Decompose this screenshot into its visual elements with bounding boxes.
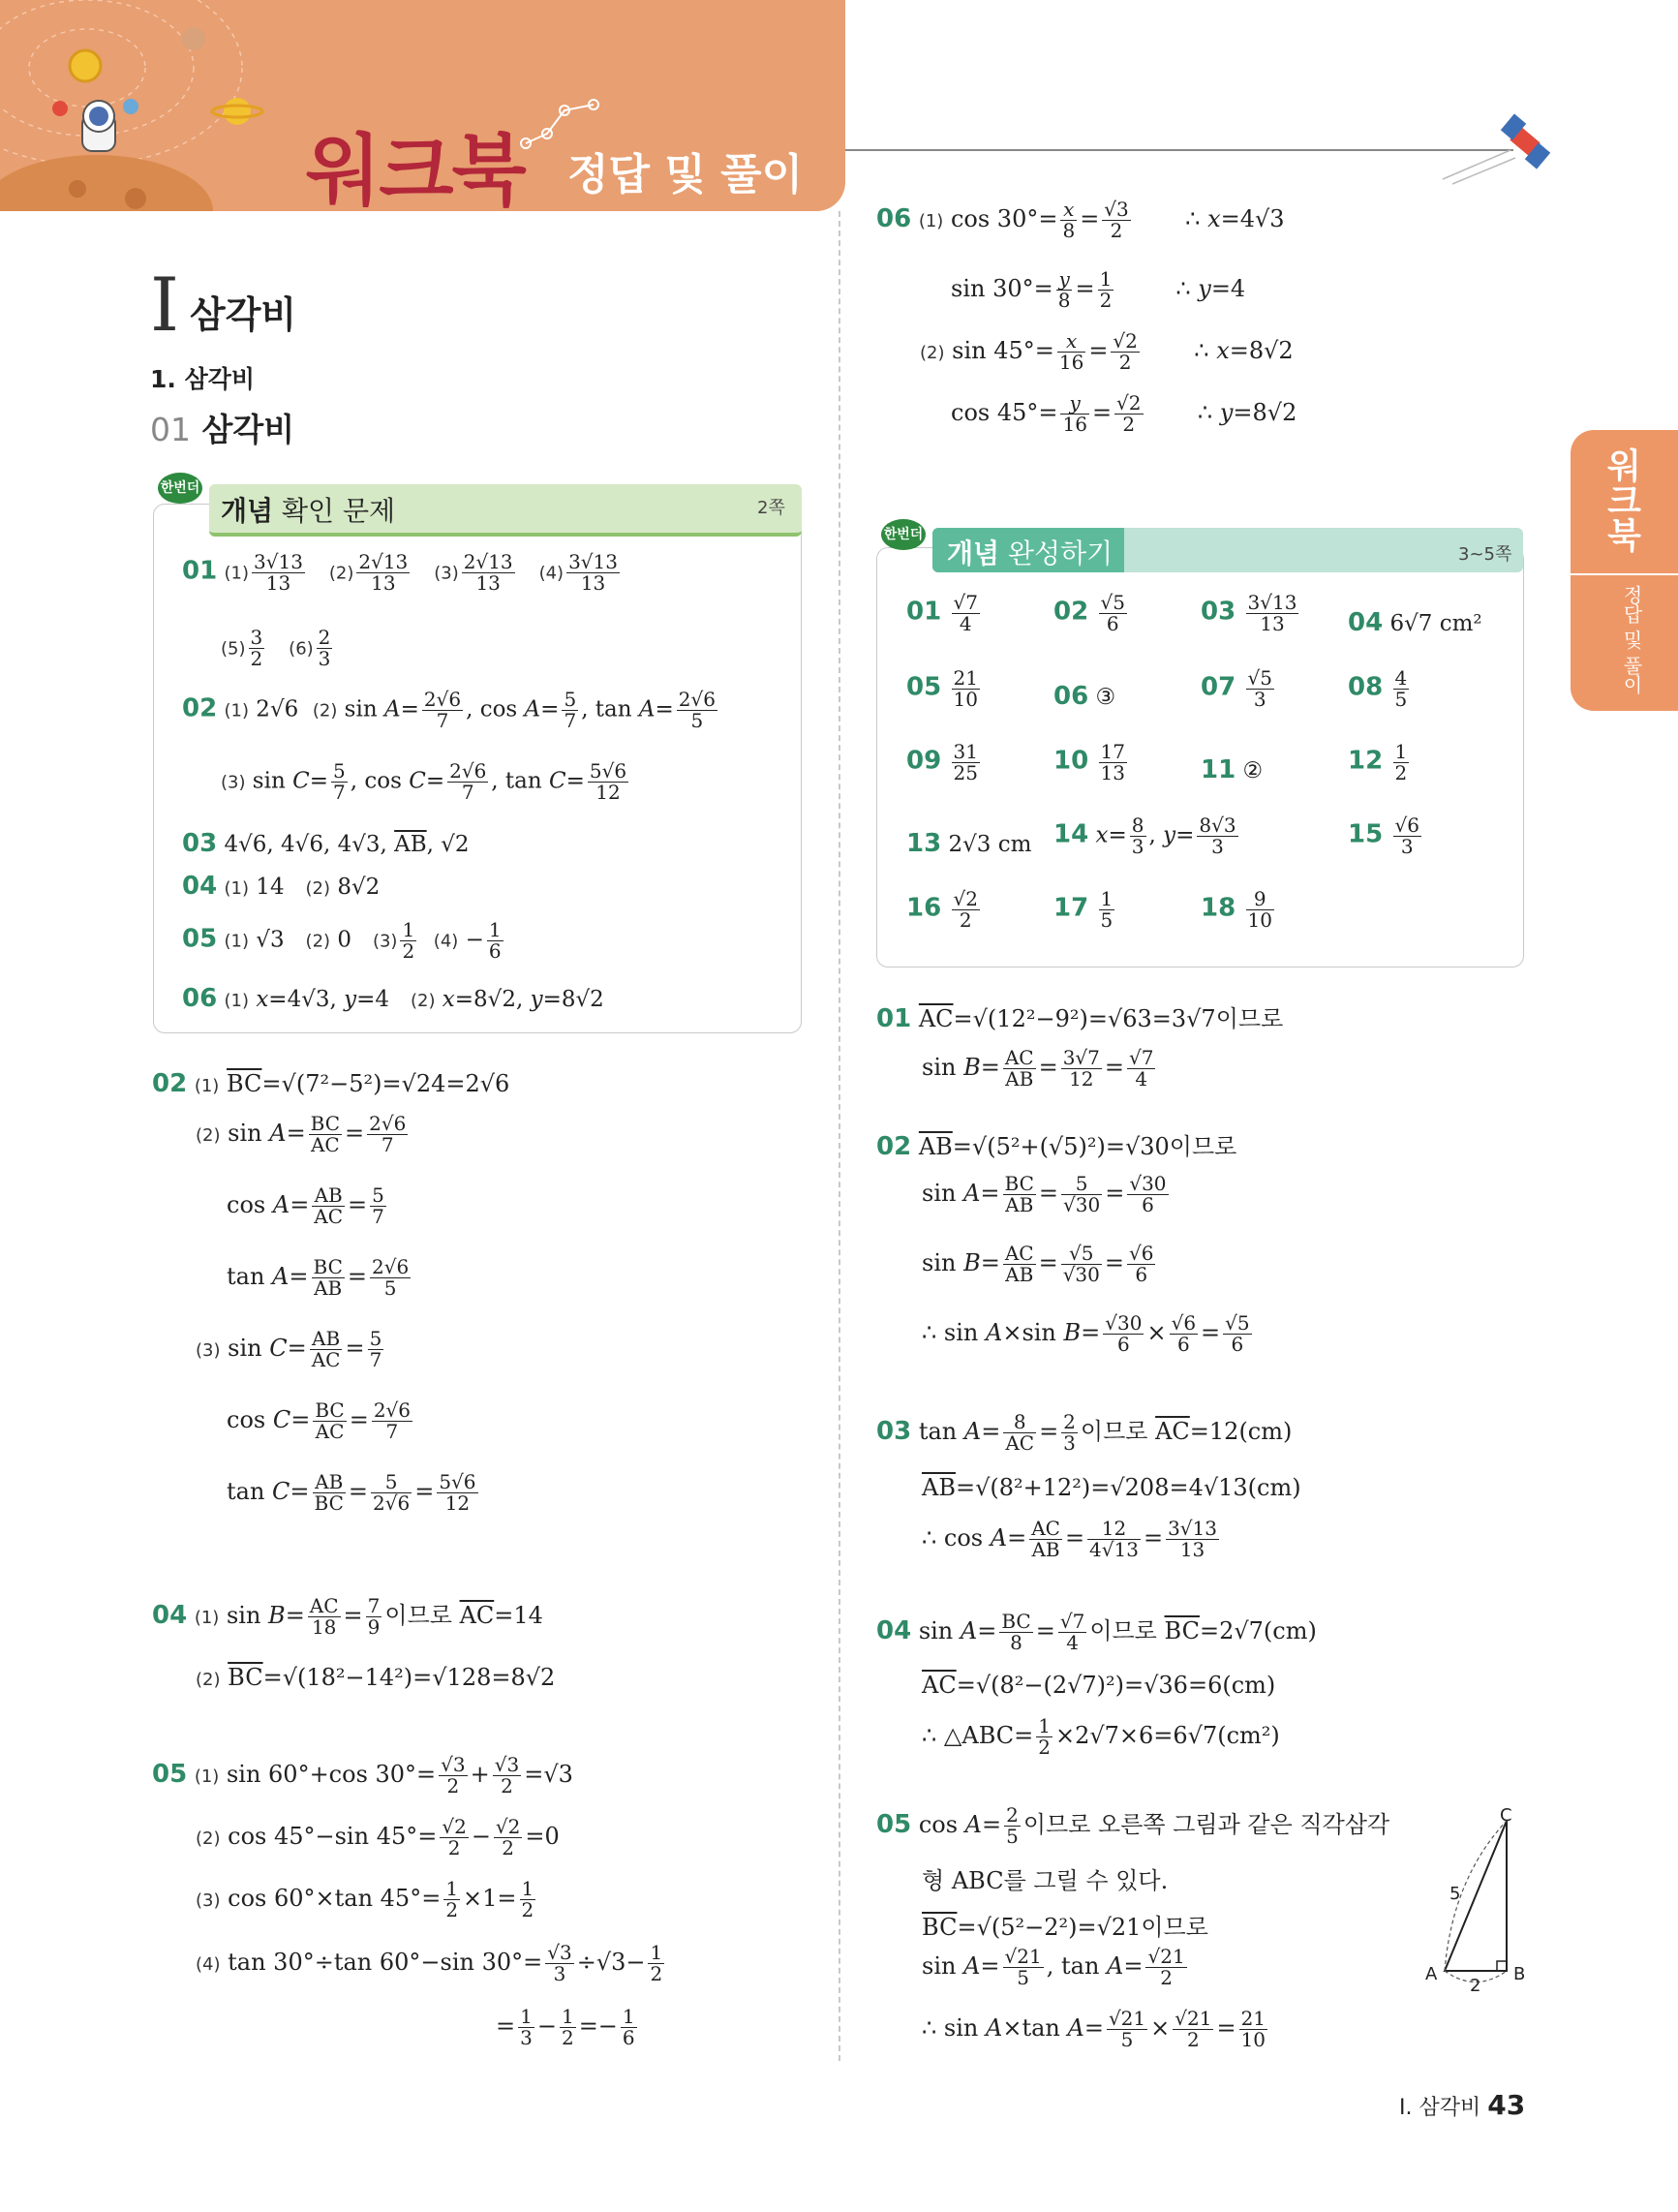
column-divider — [839, 211, 840, 2061]
header-banner — [0, 0, 845, 211]
concept-complete-title-bold: 개념 — [947, 538, 1000, 569]
rsolution-05-line2: 형 ABC를 그릴 수 있다. — [922, 1867, 1169, 1894]
q-number: 02 — [876, 1132, 912, 1161]
solution-05-line3: (3) cos 60°×tan 45°= $\frac{1}{2}$ ×1= $\frac{1}{2}$ — [196, 1877, 534, 1921]
q-number: 02 — [1053, 597, 1089, 627]
q-number: 11 — [1201, 755, 1236, 784]
header-rule — [845, 149, 1513, 151]
q-number: 10 — [1053, 746, 1089, 776]
answer: ③ — [1095, 685, 1116, 710]
box2-item-10: 10 $\frac{17}{13}$ — [1053, 740, 1125, 784]
box2-item-17: 17 $\frac{1}{5}$ — [1053, 887, 1114, 932]
solution-05-line5: = $\frac{1}{3}$ − $\frac{1}{2}$ =− $\frac{1}{6}$ — [496, 2005, 635, 2049]
solution-02-line4: tan A= $\frac{BC}{AB}$ = $\frac{2√6}{5}$ — [227, 1255, 410, 1300]
q-number: 01 — [876, 1004, 912, 1033]
box1-row-05: 05 (1) √3 (2) 0 (3) $\frac{1}{2}$ (4) − $\frac{1}{6}$ — [182, 918, 502, 963]
q-number: 07 — [1201, 672, 1236, 702]
q-number: 02 — [152, 1069, 188, 1098]
lesson-name: 삼각비 — [201, 411, 295, 448]
concept-complete-title-rest: 완성하기 — [999, 538, 1114, 569]
solution-05-line4: (4) tan 30°÷tan 60°−sin 30°= $\frac{√3}{3}$ ÷√3− $\frac{1}{2}$ — [196, 1941, 663, 1985]
solution-06-line4: cos 45°= $\frac{y}{16}$ = $\frac{√2}{2}$ ∴ y=8√2 — [951, 391, 1297, 436]
rsolution-02-line3: sin B= $\frac{AC}{AB}$ = $\frac{√5}{√30}$ = $\frac{√6}{6}$ — [922, 1242, 1154, 1286]
box2-item-01: 01 $\frac{√7}{4}$ — [906, 591, 978, 635]
side-tab-subtitle: 정답 및 풀이 — [1620, 585, 1643, 694]
page-number: 43 — [1487, 2089, 1526, 2121]
concept-complete-title — [947, 533, 1113, 571]
box1-row-02: 02 (1) 2√6 (2) sin A= $\frac{2√6}{7}$ , cos A= $\frac{5}{7}$ , tan A= $\frac{2√6}{5}$ — [182, 688, 716, 732]
solution-02-line1: 02 (1) $\overline{BC}=√(7^2-5^2)=√24=2√6$ — [152, 1069, 510, 1098]
q-number: 03 — [1201, 597, 1236, 627]
base-length-label: 2 — [1470, 1976, 1481, 1996]
vertex-b-label: B — [1513, 1964, 1526, 1984]
solution-05-line2: (2) cos 45°−sin 45°= $\frac{√2}{2}$ − $\frac{√2}{2}$ =0 — [196, 1815, 560, 1859]
q-number: 04 — [182, 872, 218, 901]
solution-02-line2: (2) sin A= $\frac{BC}{AC}$ = $\frac{2√6}{7}$ — [196, 1112, 407, 1156]
hypotenuse-length-label: 5 — [1449, 1884, 1461, 1904]
q-number: 13 — [906, 829, 942, 858]
footer-chapter: I. 삼각비 — [1399, 2096, 1481, 2120]
q-number: 05 — [906, 672, 942, 702]
q-number: 03 — [876, 1417, 912, 1446]
rsolution-01-line1: 01 $\overline{AC}=√(12^2-9^2)=√63=3√7$이므로 — [876, 1004, 1284, 1033]
answer: 2√3 cm — [948, 832, 1032, 857]
rsolution-05-line1: 05 cos A= $\frac{2}{5}$ 이므로 오른쪽 그림과 같은 직각삼각 — [876, 1803, 1390, 1848]
satellite-icon — [1433, 111, 1559, 189]
rsolution-04-line2: $\overline{AC}=√(8^2-(2√7)^2)=√36=6(cm)$ — [922, 1672, 1276, 1699]
solution-04-line1: 04 (1) sin B= $\frac{AC}{18}$ = $\frac{7}{9}$ 이므로 $\overline{AC}=14$ — [152, 1594, 543, 1639]
badge-once-more: 한번더 — [158, 473, 202, 504]
q-number: 04 — [1348, 608, 1384, 637]
vertex-c-label: C — [1500, 1805, 1512, 1826]
box2-item-02: 02 $\frac{√5}{6}$ — [1053, 591, 1125, 635]
q-number: 02 — [182, 693, 218, 723]
box2-item-04 — [1348, 608, 1482, 637]
side-tab-title: 워크북 — [1602, 447, 1641, 552]
rsolution-02-line4: ∴ sin A×sin B= $\frac{√30}{6}$ × $\frac{√6}{6}$ = $\frac{√5}{6}$ — [922, 1311, 1250, 1356]
chapter-title: 삼각비 — [190, 293, 297, 336]
rsolution-03-line1: 03 tan A= $\frac{8}{AC}$ = $\frac{2}{3}$ 이므로 $\overline{AC}=12(cm)$ — [876, 1410, 1293, 1455]
lesson-title — [150, 405, 294, 450]
solution-06-line3: (2) sin 45°= $\frac{x}{16}$ = $\frac{√2}{2}$ ∴ x=8√2 — [920, 329, 1294, 374]
q-number: 18 — [1201, 893, 1236, 923]
box2-item-15: 15 $\frac{√6}{3}$ — [1348, 814, 1419, 858]
chapter-number: I — [150, 261, 180, 348]
q-number: 06 — [1053, 682, 1089, 711]
concept-complete-page: 3~5쪽 — [1458, 544, 1512, 565]
right-angle-mark — [1497, 1961, 1507, 1971]
header-title: 워크북 — [306, 126, 525, 211]
page-footer — [1399, 2089, 1525, 2121]
box2-item-05: 05 $\frac{21}{10}$ — [906, 666, 978, 711]
rsolution-04-line3: ∴ △ABC= $\frac{1}{2}$ ×2√7×6=6√7(cm²) — [922, 1714, 1280, 1759]
concept-check-title-rest: 확인 문제 — [273, 495, 396, 527]
rsolution-02-line1: 02 $\overline{AB}=√(5^2+(√5)^2)=√30$이므로 — [876, 1132, 1237, 1161]
header-subtitle: 정답 및 풀이 — [567, 150, 804, 200]
box2-item-08: 08 $\frac{4}{5}$ — [1348, 666, 1408, 711]
rsolution-03-line3: ∴ cos A= $\frac{AC}{AB}$ = $\frac{12}{4√13}$ = $\frac{3√13}{13}$ — [922, 1517, 1217, 1561]
solution-04-line2: (2) $\overline{BC}=√(18^2-14^2)=√128=8√2$ — [196, 1664, 556, 1691]
box2-item-12: 12 $\frac{1}{2}$ — [1348, 740, 1408, 784]
concept-check-title — [221, 490, 395, 529]
q-number: 05 — [182, 924, 218, 954]
q-number: 08 — [1348, 672, 1384, 702]
solution-06-line1: 06 (1) cos 30°= $\frac{x}{8}$ = $\frac{√3}{2}$ ∴ x=4√3 — [876, 198, 1285, 242]
box1-row-02b: (3) sin C= $\frac{5}{7}$ , cos C= $\frac{2√6}{7}$ , tan C= $\frac{5√6}{12}$ — [221, 759, 627, 804]
rsolution-03-line2: $\overline{AB}=√(8^2+12^2)=√208=4√13(cm)$ — [922, 1474, 1301, 1501]
q-number: 03 — [182, 829, 218, 858]
box2-item-11 — [1201, 755, 1263, 784]
rsolution-05-line4: sin A= $\frac{√21}{5}$ , tan A= $\frac{√21}{2}$ — [922, 1945, 1185, 1989]
solution-02-line6: cos C= $\frac{BC}{AC}$ = $\frac{2√6}{7}$ — [227, 1398, 412, 1443]
q-number: 15 — [1348, 819, 1384, 849]
box2-item-16: 16 $\frac{√2}{2}$ — [906, 887, 978, 932]
q-number: 16 — [906, 893, 942, 923]
rsolution-04-line1: 04 sin A= $\frac{BC}{8}$ = $\frac{√7}{4}$ 이므로 $\overline{BC}=2√7(cm)$ — [876, 1610, 1317, 1654]
q-number: 01 — [906, 597, 942, 627]
solution-02-line7: tan C= $\frac{AB}{BC}$ = $\frac{5}{2√6}$ = $\frac{5√6}{12}$ — [227, 1470, 476, 1515]
q-number: 01 — [182, 556, 218, 586]
q-number: 04 — [152, 1601, 188, 1630]
side-tab-divider — [1571, 573, 1678, 575]
box1-row-03: 03 4√6, 4√6, 4√3, $\overline{AB}$, √2 — [182, 829, 470, 858]
box2-item-09: 09 $\frac{31}{25}$ — [906, 740, 978, 784]
box2-item-14: 14 x= $\frac{8}{3}$ , y= $\frac{8√3}{3}$ — [1053, 814, 1236, 858]
box2-item-13 — [906, 829, 1031, 858]
box2-item-18: 18 $\frac{9}{10}$ — [1201, 887, 1272, 932]
side-tab[interactable] — [1571, 430, 1678, 711]
box2-item-06 — [1053, 682, 1115, 711]
solution-06-line2: sin 30°= $\frac{y}{8}$ = $\frac{1}{2}$ ∴ y=4 — [951, 267, 1246, 312]
box1-row-01b: (5) $\frac{3}{2}$ (6) $\frac{2}{3}$ — [221, 626, 331, 670]
box1-row-06: 06 (1) x=4√3, y=4 (2) x=8√2, y=8√2 — [182, 984, 604, 1013]
rsolution-02-line2: sin A= $\frac{BC}{AB}$ = $\frac{5}{√30}$ = $\frac{√30}{6}$ — [922, 1172, 1167, 1216]
section-title: 1. 삼각비 — [150, 365, 256, 393]
badge-once-more: 한번더 — [881, 519, 926, 550]
box2-item-07: 07 $\frac{√5}{3}$ — [1201, 666, 1272, 711]
concept-check-page: 2쪽 — [757, 498, 785, 518]
box2-item-03: 03 $\frac{3√13}{13}$ — [1201, 591, 1297, 635]
space-illustration — [0, 0, 290, 211]
q-number: 09 — [906, 746, 942, 776]
concept-check-title-bold: 개념 — [221, 495, 274, 527]
box1-row-01: 01 (1) $\frac{3√13}{13}$ (2) $\frac{2√13}{13}$ (3) $\frac{2√13}{13}$ (4) $\frac{3√13}{13}$ — [182, 550, 618, 595]
q-number: 14 — [1053, 819, 1089, 849]
solution-02-line3: cos A= $\frac{AB}{AC}$ = $\frac{5}{7}$ — [227, 1183, 384, 1228]
q-number: 06 — [876, 204, 912, 233]
rsolution-05-line5: ∴ sin A×tan A= $\frac{√21}{5}$ × $\frac{√21}{2}$ = $\frac{21}{10}$ — [922, 2007, 1266, 2051]
answer: ② — [1242, 758, 1264, 783]
solution-05-line1: 05 (1) sin 60°+cos 30°= $\frac{√3}{2}$ + $\frac{√3}{2}$ =√3 — [152, 1753, 573, 1797]
q-number: 06 — [182, 984, 218, 1013]
lesson-number: 01 — [150, 411, 191, 448]
q-number: 17 — [1053, 893, 1089, 923]
rsolution-05-line3: $\overline{BC}=√(5^2-2^2)=√21$이므로 — [922, 1914, 1208, 1941]
solution-02-line5: (3) sin C= $\frac{AB}{AC}$ = $\frac{5}{7}$ — [196, 1327, 382, 1371]
q-number: 05 — [876, 1810, 912, 1839]
answer: 6√7 cm² — [1389, 611, 1482, 636]
q-number: 04 — [876, 1616, 912, 1645]
q-number: 05 — [152, 1760, 188, 1789]
rsolution-01-line2: sin B= $\frac{AC}{AB}$ = $\frac{3√7}{12}$ = $\frac{√7}{4}$ — [922, 1046, 1154, 1091]
box1-row-04: 04 (1) 14 (2) 8√2 — [182, 872, 381, 901]
vertex-a-label: A — [1425, 1964, 1438, 1984]
q-number: 12 — [1348, 746, 1384, 776]
